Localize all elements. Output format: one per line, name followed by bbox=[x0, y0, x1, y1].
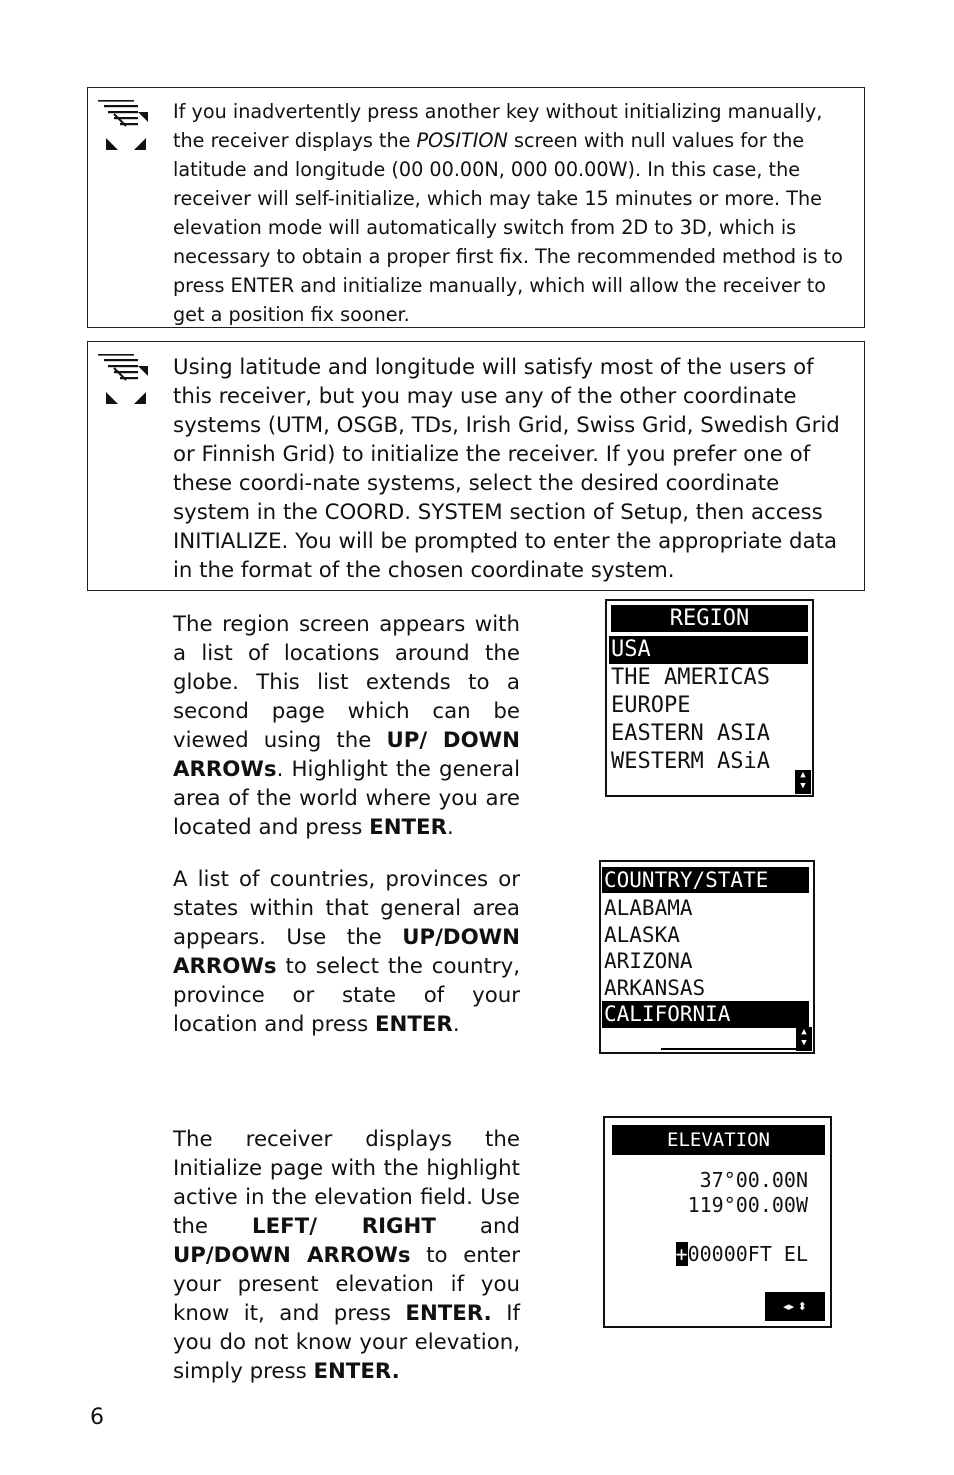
text-segment: UP/DOWN ARROWs bbox=[173, 1243, 411, 1268]
text-segment: ENTER bbox=[374, 1012, 453, 1037]
country-state-screen bbox=[599, 860, 815, 1054]
list-item[interactable]: WESTERM ASiA bbox=[611, 749, 770, 774]
text-segment: A list of countries, provinces or states within that general area appears. Use the bbox=[173, 867, 520, 950]
screen-title: ELEVATION bbox=[612, 1125, 825, 1155]
elevation-field[interactable] bbox=[627, 1218, 808, 1290]
page-number: 6 bbox=[90, 1405, 104, 1430]
text-segment: ENTER. bbox=[313, 1359, 400, 1384]
list-item[interactable]: ALASKA bbox=[604, 922, 680, 947]
text-segment: UP/DOWN ARROWs bbox=[173, 925, 520, 979]
note-box bbox=[87, 341, 865, 591]
text-segment: POSITION bbox=[416, 129, 508, 152]
list-item[interactable]: EUROPE bbox=[611, 693, 691, 718]
latitude-value: 37°00.00N bbox=[699, 1168, 808, 1192]
step-instruction bbox=[173, 1125, 520, 1386]
text-segment: . Highlight the general area of the world where you are located and press bbox=[173, 757, 520, 840]
text-segment: The region screen appears with a list of locations around the globe. This list extends to a second page which can be viewed using the bbox=[173, 612, 520, 753]
step-instruction bbox=[173, 610, 520, 842]
list-item[interactable]: ARKANSAS bbox=[604, 975, 706, 1000]
text-segment: The receiver displays the Initialize page with the highlight active in the elevation field. Use the bbox=[173, 1127, 520, 1239]
note-text bbox=[173, 353, 844, 585]
list-item[interactable]: THE AMERICAS bbox=[611, 665, 770, 690]
text-segment: LEFT/ RIGHT bbox=[252, 1214, 436, 1239]
screen-title: REGION bbox=[611, 605, 808, 632]
text-segment: If you do not know your elevation, simply press bbox=[173, 1301, 520, 1384]
text-segment: and bbox=[435, 1214, 520, 1239]
note-box bbox=[87, 87, 865, 328]
longitude-value: 119°00.00W bbox=[687, 1193, 808, 1217]
list-divider bbox=[661, 1048, 799, 1050]
text-segment: . bbox=[447, 815, 454, 840]
text-segment: screen with null values for the latitude and longitude (00 00.00N, 000 00.00W). In this case, the receiver will self-initialize, which may take 15 minutes or more. The elevation mode will automatically switch from 2D to 3D, which is necessary to obtain a proper first fix. The recommended method is to press ENTER and initialize manually, which will allow the receiver to get a position fix sooner. bbox=[173, 129, 843, 326]
up-down-scroll-icon: ▲ ▼ bbox=[796, 1027, 812, 1051]
note-icon bbox=[98, 354, 150, 410]
screen-title: COUNTRY/STATE bbox=[602, 867, 809, 893]
left-right-up-down-arrows-icon: ◂▸ ⬍ bbox=[765, 1292, 825, 1321]
list-item[interactable]: USA bbox=[609, 636, 808, 664]
note-text bbox=[173, 97, 844, 329]
list-item[interactable]: ALABAMA bbox=[604, 896, 693, 920]
elevation-cursor: + bbox=[675, 1242, 688, 1266]
text-segment: to select the country, province or state of your location and press bbox=[173, 954, 520, 1037]
up-down-scroll-icon: ▲ ▼ bbox=[795, 770, 811, 794]
text-segment: UP/ DOWN ARROWs bbox=[173, 728, 520, 782]
text-segment: to enter your present elevation if you know it, and press bbox=[173, 1243, 520, 1326]
region-screen bbox=[605, 599, 814, 797]
text-segment: . bbox=[452, 1012, 460, 1037]
text-segment: ENTER. bbox=[405, 1301, 492, 1326]
elevation-screen bbox=[603, 1116, 832, 1328]
text-segment: If you inadvertently press another key without initializing manually, the receiver displays the bbox=[173, 100, 823, 152]
list-item[interactable]: CALIFORNIA bbox=[602, 1001, 809, 1028]
step-instruction bbox=[173, 865, 520, 1039]
list-item[interactable]: EASTERN ASIA bbox=[611, 721, 770, 746]
note-icon bbox=[98, 100, 150, 156]
text-segment: ENTER bbox=[369, 815, 448, 840]
text-segment: Using latitude and longitude will satisfy most of the users of this receiver, but you may use any of the other coordinate systems (UTM, OSGB, TDs, Irish Grid, Swiss Grid, Swedish Grid or Finnish Grid) to initialize the receiver. If you prefer one of these coordi-nate systems, select the desired coordinate system in the COORD. SYSTEM section of Setup, then access INITIALIZE. You will be prompted to enter the appropriate data in the format of the chosen coordinate system. bbox=[173, 355, 840, 583]
elevation-value: 00000FT EL bbox=[687, 1242, 808, 1266]
list-item[interactable]: ARIZONA bbox=[604, 949, 693, 973]
